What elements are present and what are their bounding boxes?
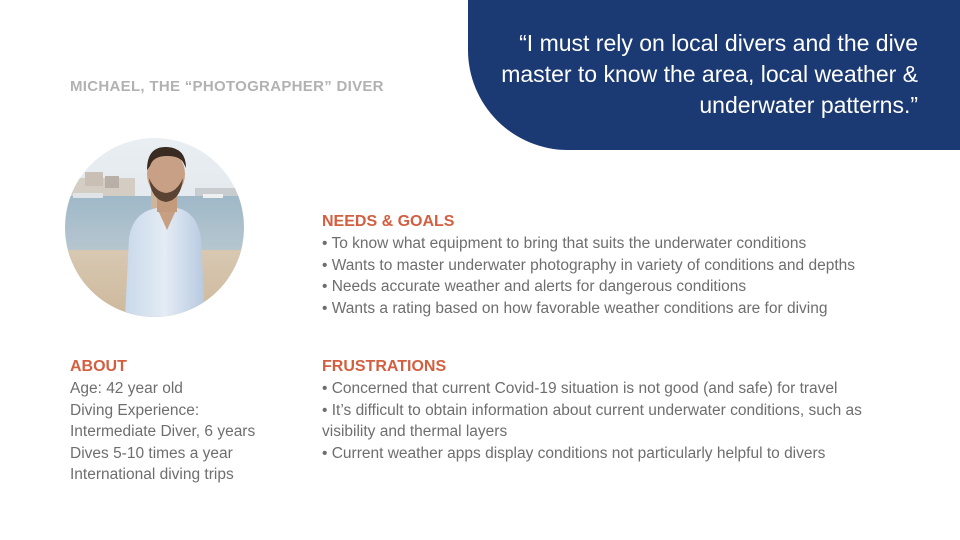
list-item: Intermediate Diver, 6 years bbox=[70, 423, 256, 440]
about-list bbox=[70, 378, 300, 486]
needs-goals-list bbox=[322, 233, 922, 319]
frustrations-heading: FRUSTRATIONS bbox=[322, 358, 447, 375]
list-item: • To know what equipment to bring that suits the underwater conditions bbox=[322, 235, 807, 252]
list-item: Diving Experience: bbox=[70, 401, 200, 419]
list-item: • Wants to master underwater photography in variety of conditions and depths bbox=[322, 256, 856, 274]
list-item: Dives 5-10 times a year bbox=[70, 444, 233, 462]
list-item: International diving trips bbox=[70, 466, 234, 483]
list-item: • Needs accurate weather and alerts for dangerous conditions bbox=[322, 278, 747, 295]
list-item: • Wants a rating based on how favorable weather conditions are for diving bbox=[322, 299, 828, 317]
about-heading: ABOUT bbox=[70, 358, 127, 375]
persona-quote: “I must rely on local divers and the dive master to know the area, local weather & underwater patterns.” bbox=[501, 30, 918, 118]
list-item: Age: 42 year old bbox=[70, 380, 183, 397]
list-item: • Current weather apps display conditions not particularly helpful to divers bbox=[322, 444, 826, 462]
persona-name: MICHAEL, THE “PHOTOGRAPHER” DIVER bbox=[70, 78, 384, 95]
list-item: • It’s difficult to obtain information about current underwater conditions, such as visibility and thermal layers bbox=[322, 401, 862, 440]
persona-photo bbox=[65, 138, 244, 317]
quote-banner bbox=[468, 0, 960, 150]
frustrations-list bbox=[322, 378, 882, 464]
list-item: • Concerned that current Covid-19 situation is not good (and safe) for travel bbox=[322, 380, 838, 397]
needs-goals-heading: NEEDS & GOALS bbox=[322, 213, 455, 230]
